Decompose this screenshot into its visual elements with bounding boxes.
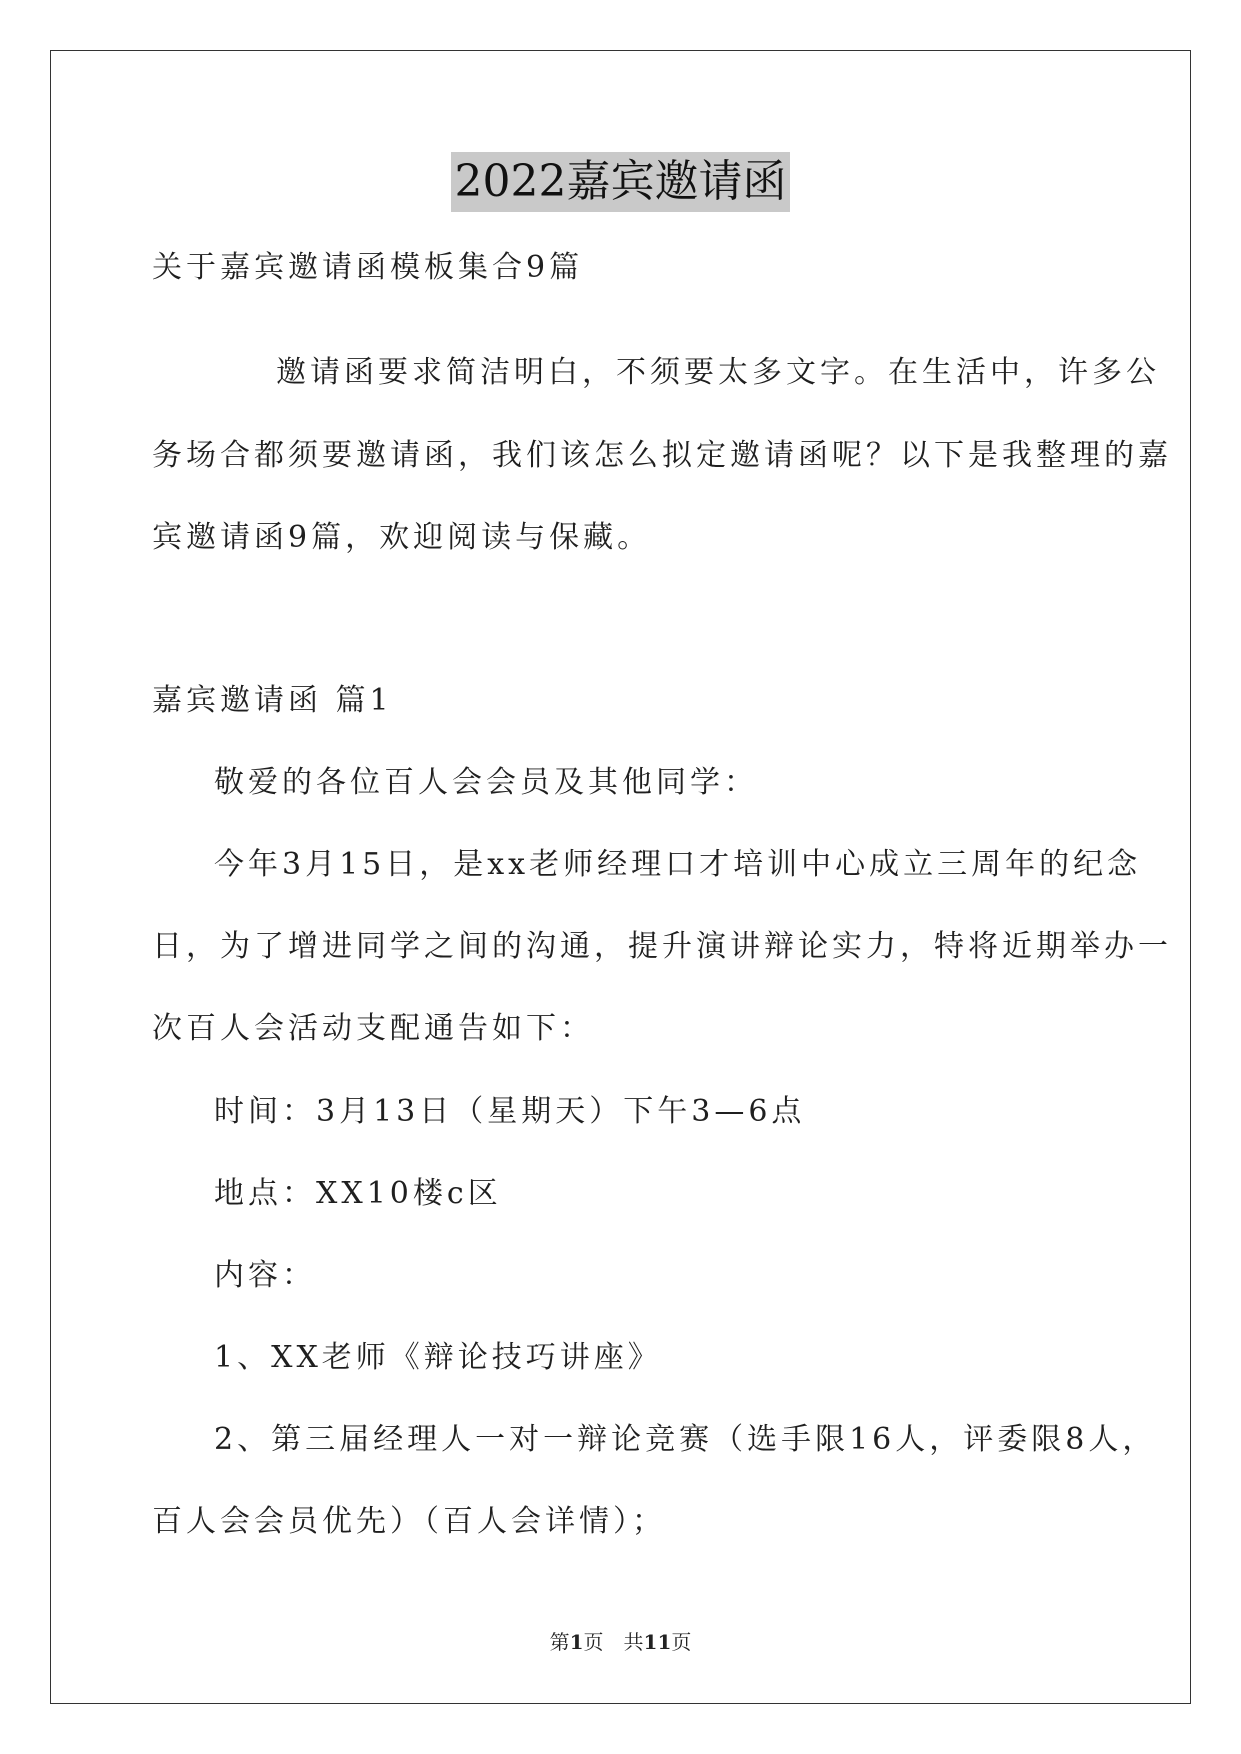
footer-prefix: 第 xyxy=(549,1630,570,1654)
body-line-1: 敬爱的各位百人会会员及其他同学： xyxy=(214,765,758,800)
document-subtitle: 关于嘉宾邀请函模板集合9篇 xyxy=(152,250,584,285)
footer-current-page: 1 xyxy=(569,1630,584,1654)
title-container xyxy=(0,152,1241,212)
document-title: 2022嘉宾邀请函 xyxy=(451,152,791,212)
section-heading: 嘉宾邀请函 篇1 xyxy=(152,683,393,718)
body-line-7: 内容： xyxy=(214,1258,316,1293)
intro-line-1: 邀请函要求简洁明白，不须要太多文字。在生活中，许多公 xyxy=(276,355,1160,390)
body-line-4: 次百人会活动支配通告如下： xyxy=(152,1011,594,1046)
body-line-6: 地点：XX10楼c区 xyxy=(214,1176,502,1211)
footer-suffix: 页 xyxy=(671,1630,692,1654)
footer-total-pages: 11 xyxy=(643,1630,672,1654)
body-line-2: 今年3月15日，是xx老师经理口才培训中心成立三周年的纪念 xyxy=(214,847,1142,882)
body-line-3: 日，为了增进同学之间的沟通，提升演讲辩论实力，特将近期举办一 xyxy=(152,929,1172,964)
body-line-9: 2、第三届经理人一对一辩论竞赛（选手限16人，评委限8人， xyxy=(214,1422,1157,1457)
body-line-10: 百人会会员优先）（百人会详情）； xyxy=(152,1504,666,1539)
page-footer xyxy=(0,1628,1241,1656)
body-line-8: 1、XX老师《辩论技巧讲座》 xyxy=(214,1340,662,1375)
intro-line-2: 务场合都须要邀请函，我们该怎么拟定邀请函呢？以下是我整理的嘉 xyxy=(152,438,1172,473)
body-line-5: 时间：3月13日（星期天）下午3—6点 xyxy=(214,1094,806,1129)
footer-mid: 页 共 xyxy=(583,1630,644,1654)
intro-line-3: 宾邀请函9篇，欢迎阅读与保藏。 xyxy=(152,520,652,555)
